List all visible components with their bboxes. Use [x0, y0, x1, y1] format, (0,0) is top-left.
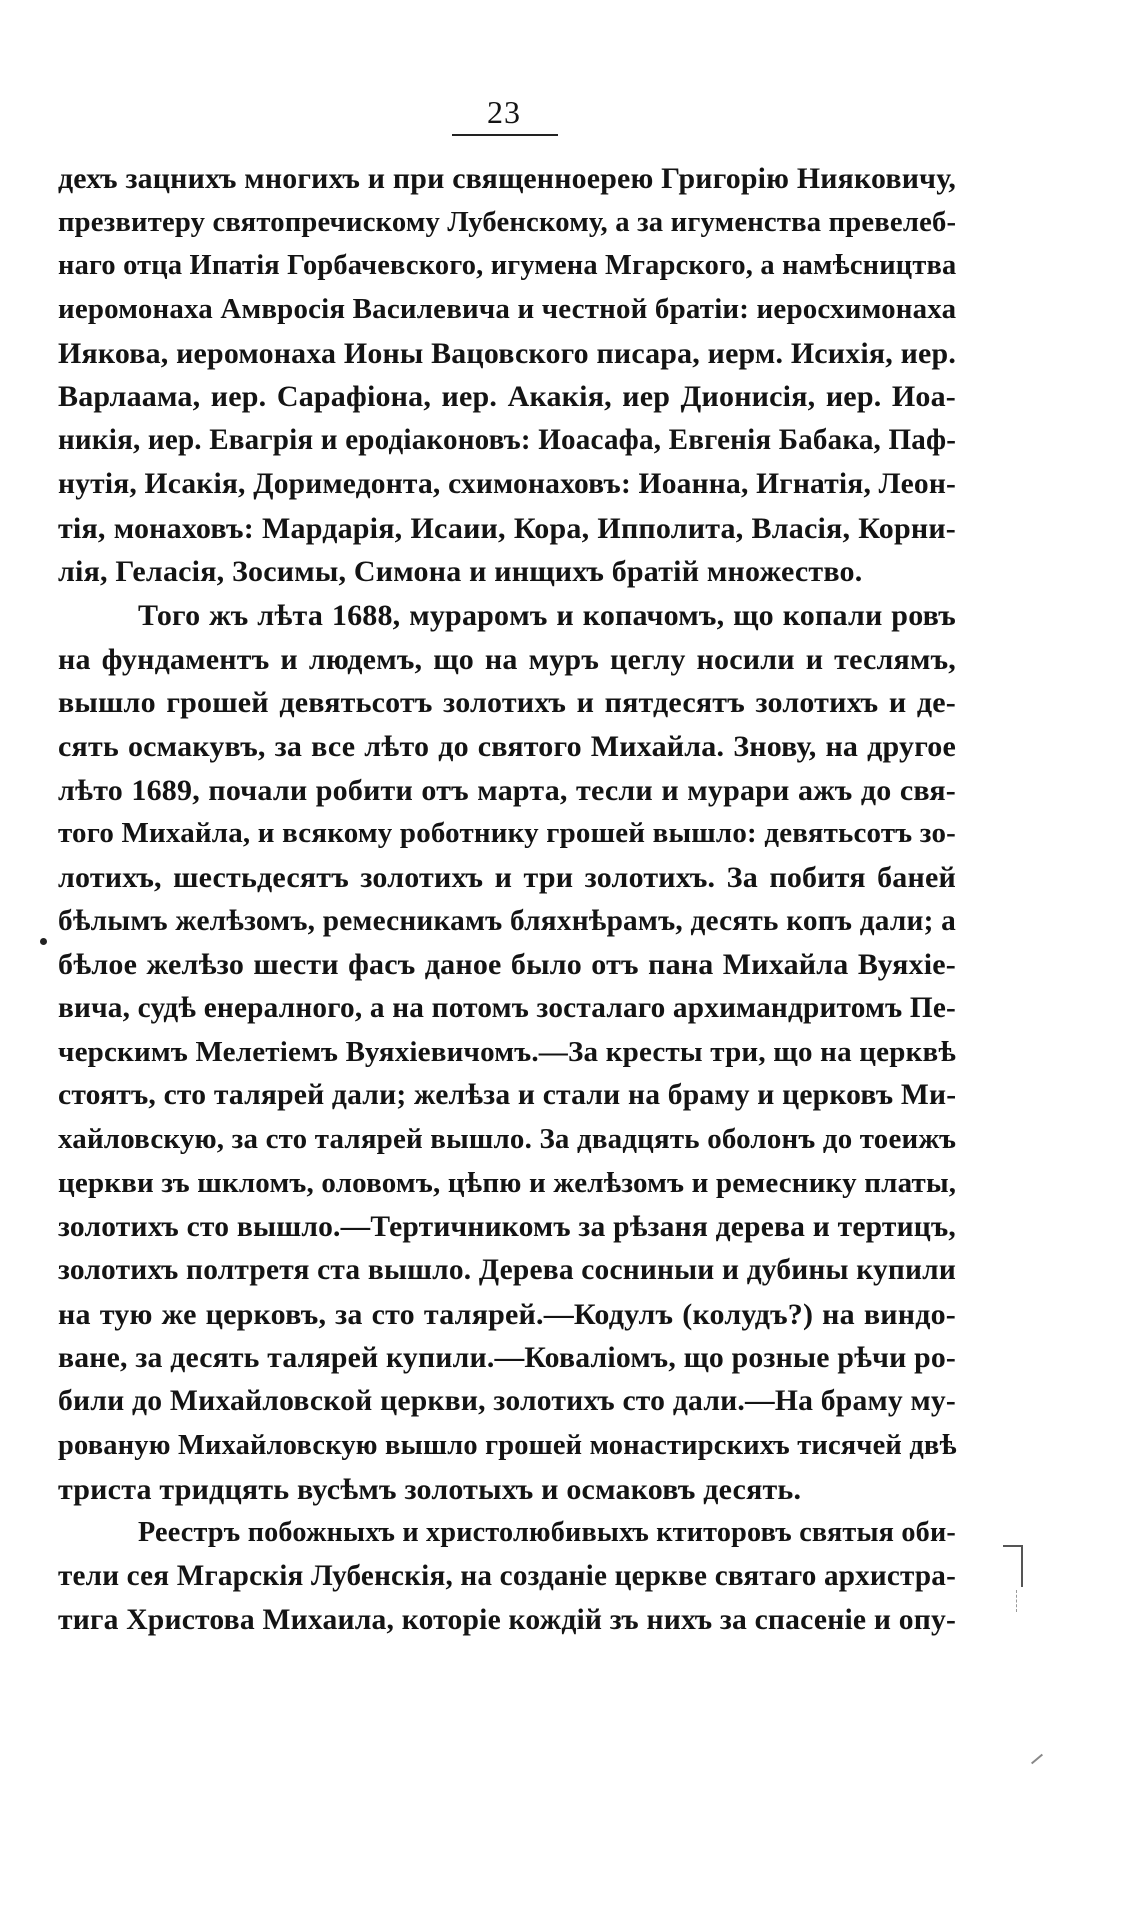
paragraph-start-line: Того жъ лѣта 1688, мурарoмъ и копачомъ, що копали ровъ — [138, 598, 956, 632]
body-text — [58, 157, 956, 1642]
text-line: тія, монаховъ: Мардарія, Исаии, Кора, Ипполита, Власія, Корни- — [58, 511, 956, 545]
text-line: лотихъ, шестьдесятъ золотихъ и три золотихъ. За побитя баней — [58, 861, 956, 894]
text-line: Варлаама, иер. Сарафіона, иер. Акакія, иер Дионисія, иер. Иоа- — [58, 380, 956, 414]
text-line: на фундаментъ и людемъ, що на муръ цеглу носили и теслямъ, — [58, 642, 956, 676]
text-line: презвитеру святопречискому Лубенскому, а за игуменства превелеб- — [58, 205, 957, 238]
text-line: бѣлое желѣзо шести фасъ даное было отъ пана Михайла Вуяхіе- — [58, 948, 956, 982]
scan-speck-mark — [1031, 1754, 1043, 1765]
margin-bracket-tail-mark — [1016, 1590, 1017, 1612]
text-line: хайловскую, за сто талярей вышло. За двадцять оболонъ до тоеижъ — [58, 1123, 957, 1156]
text-line: золотихъ сто вышло.—Тертичникомъ за рѣзаня дерева и тертицъ, — [58, 1210, 956, 1243]
text-line: стоятъ, сто талярей дали; желѣза и стали на браму и церковъ Ми- — [58, 1079, 957, 1112]
text-line: лія, Геласія, Зосимы, Симона и инщихъ братій множество. — [58, 555, 863, 589]
text-line: наго отца Ипатія Горбачевского, игумена Мгарского, а намѣсництва — [58, 250, 957, 282]
text-line: на тую же церковъ, за сто талярей.—Кодулъ (колудъ?) на виндо- — [58, 1297, 956, 1331]
text-line: рованую Михайловскую вышло грошей монастирскихъ тисячей двѣ — [58, 1429, 957, 1461]
text-line: золотихъ полтретя ста вышло. Дерева сосниныи и дубины купили — [58, 1254, 956, 1287]
margin-bracket-mark — [1003, 1545, 1023, 1587]
text-line: нутія, Исакія, Доримедонта, схимонаховъ: Иоанна, Игнатія, Леон- — [58, 467, 957, 500]
text-line: дехъ зацнихъ многихъ и при священноерею Григорію Нияковичу, — [58, 162, 956, 195]
paragraph-start-line: Реестръ побожныхъ и христолюбивыхъ ктиторовъ святыя оби- — [138, 1517, 956, 1549]
text-line: лѣто 1689, почали робити отъ марта, тесли и мурари ажъ до свя- — [58, 773, 956, 807]
text-line: тели сея Мгарскія Лубенскія, на созданіе церкве святаго архистра- — [58, 1560, 956, 1592]
text-line: сять осмакувъ, за все лѣто до святого Михайла. Знову, на другое — [58, 729, 956, 763]
text-line: церкви зъ шкломъ, оловомъ, цѣпю и желѣзомъ и ремеснику платы, — [58, 1166, 957, 1199]
text-line: били до Михайловской церкви, золотихъ сто дали.—На браму му- — [58, 1385, 956, 1418]
margin-dot-mark — [40, 938, 47, 945]
text-line: бѣлымъ желѣзомъ, ремесникамъ бляхнѣрамъ, десять копъ дали; а — [58, 904, 956, 937]
text-line: тига Христова Михаила, которіе кождій зъ нихъ за спасеніе и опу- — [58, 1603, 956, 1636]
text-line: иеромонаха Амвросія Василевича и честной братіи: иеросхимонаха — [58, 293, 957, 326]
text-line: триста тридцять вусѣмъ золотыхъ и осмаковъ десять. — [58, 1472, 802, 1506]
text-line: ване, за десять талярей купили.—Ковалiомъ, що розные рѣчи ро- — [58, 1341, 956, 1374]
page-number: 23 — [487, 94, 521, 130]
text-line: вышло грошей девятьсотъ золотихъ и пятдесятъ золотихъ и де- — [58, 686, 956, 720]
text-line: вича, судѣ енералного, а на потомъ зосталаго архимандритомъ Пе- — [58, 992, 956, 1025]
page-number-rule — [452, 134, 558, 136]
text-line: черскимъ Мелетіемъ Вуяхіевичомъ.—За кресты три, що на церквѣ — [58, 1035, 956, 1068]
text-line: Иякова, иеромонаха Ионы Вацовского писара, иерм. Исихія, иер. — [58, 336, 956, 370]
text-line: никія, иер. Евагрія и еродіаконовъ: Иоасафа, Евгенія Бабака, Паф- — [58, 424, 957, 457]
text-line: того Михайла, и всякому роботнику грошей вышло: девятьсотъ зо- — [58, 817, 956, 850]
